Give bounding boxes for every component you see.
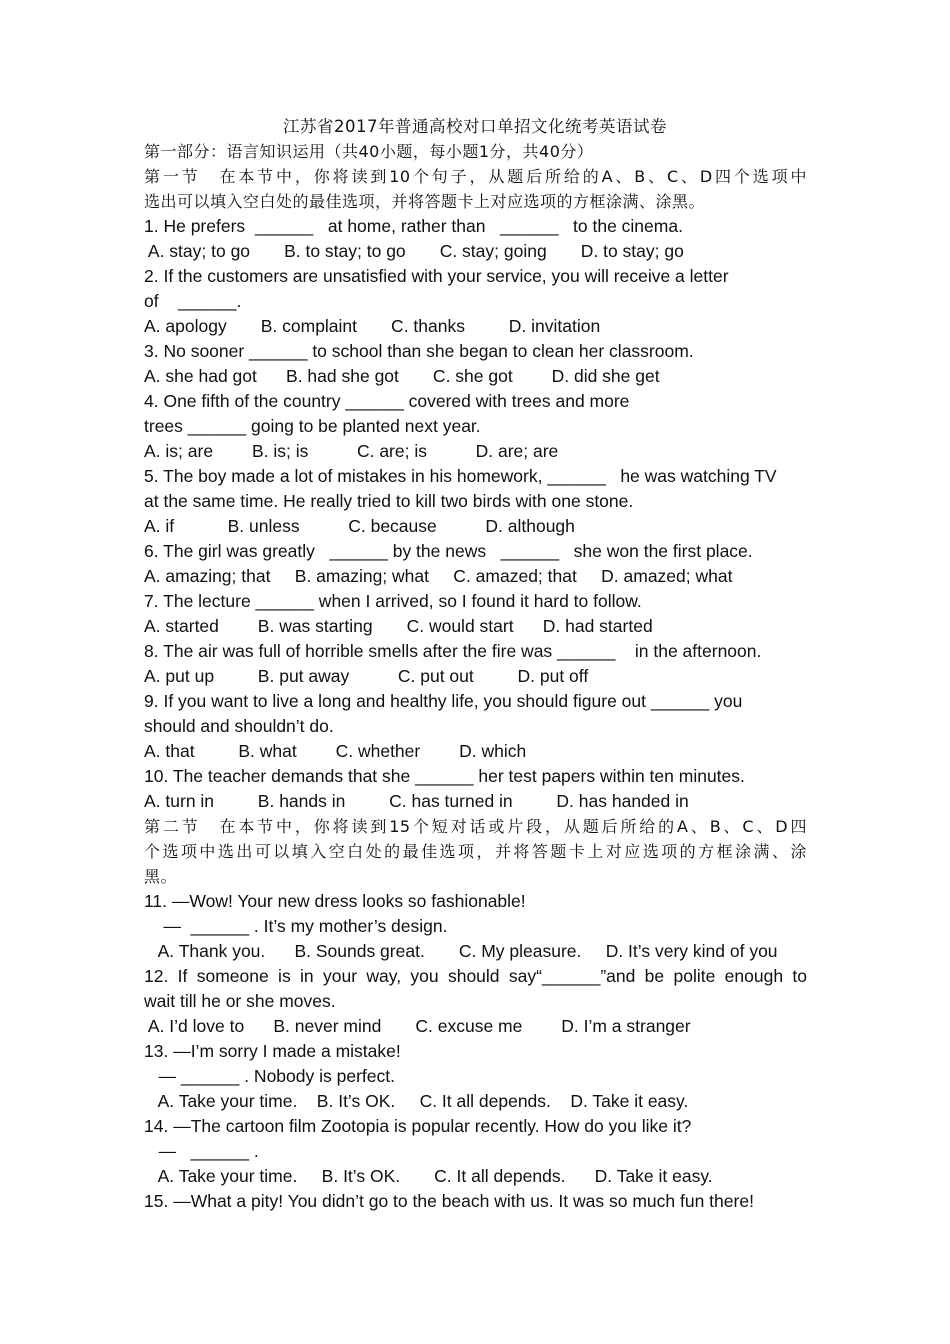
question-4-cont: trees ______ going to be planted next year.	[144, 416, 481, 436]
question-8-options: A. put up B. put away C. put out D. put off	[144, 666, 589, 686]
question-6-options: A. amazing; that B. amazing; what C. amazed; that D. amazed; what	[144, 566, 733, 586]
question-11-options: A. Thank you. B. Sounds great. C. My pleasure. D. It’s very kind of you	[144, 941, 778, 961]
question-13-reply: — ______ . Nobody is perfect.	[144, 1066, 395, 1086]
question-5: 5. The boy made a lot of mistakes in his homework, ______ he was watching TV	[144, 466, 777, 486]
question-14: 14. —The cartoon film Zootopia is popular recently. How do you like it?	[144, 1116, 692, 1136]
part1-header: 第一部分：语言知识运用（共40小题，每小题1分，共40分）	[144, 142, 594, 161]
question-1: 1. He prefers ______ at home, rather than ______ to the cinema.	[144, 216, 683, 236]
question-9: 9. If you want to live a long and healthy life, you should figure out ______ you	[144, 691, 743, 711]
question-2-cont: of ______.	[144, 291, 242, 311]
question-13: 13. —I’m sorry I made a mistake!	[144, 1041, 401, 1061]
section2-intro-line: 个选项中选出可以填入空白处的最佳选项，并将答题卡上对应选项的方框涂满、涂	[144, 842, 807, 861]
question-7-options: A. started B. was starting C. would start D. had started	[144, 616, 653, 636]
question-3: 3. No sooner ______ to school than she began to clean her classroom.	[144, 341, 694, 361]
question-6: 6. The girl was greatly ______ by the news ______ she won the first place.	[144, 541, 753, 561]
question-2: 2. If the customers are unsatisfied with your service, you will receive a letter	[144, 266, 729, 286]
section1-intro-line: 选出可以填入空白处的最佳选项，并将答题卡上对应选项的方框涂满、涂黑。	[144, 192, 706, 211]
question-9-cont: should and shouldn’t do.	[144, 716, 334, 736]
question-10: 10. The teacher demands that she ______ her test papers within ten minutes.	[144, 766, 745, 786]
question-1-options: A. stay; to go B. to stay; to go C. stay; going D. to stay; go	[144, 241, 684, 261]
question-7: 7. The lecture ______ when I arrived, so I found it hard to follow.	[144, 591, 642, 611]
question-12-options: A. I’d love to B. never mind C. excuse me D. I’m a stranger	[144, 1016, 691, 1036]
question-2-options: A. apology B. complaint C. thanks D. invitation	[144, 316, 601, 336]
question-12-cont: wait till he or she moves.	[144, 991, 336, 1011]
question-15: 15. —What a pity! You didn’t go to the beach with us. It was so much fun there!	[144, 1191, 754, 1211]
question-5-cont: at the same time. He really tried to kill two birds with one stone.	[144, 491, 634, 511]
section2-intro-line: 第二节 在本节中，你将读到15个短对话或片段，从题后所给的A、B、C、D四	[144, 817, 807, 836]
question-5-options: A. if B. unless C. because D. although	[144, 516, 575, 536]
question-13-options: A. Take your time. B. It’s OK. C. It all depends. D. Take it easy.	[144, 1091, 689, 1111]
question-4-options: A. is; are B. is; is C. are; is D. are; are	[144, 441, 559, 461]
question-10-options: A. turn in B. hands in C. has turned in D. has handed in	[144, 791, 689, 811]
question-8: 8. The air was full of horrible smells after the fire was ______ in the afternoon.	[144, 641, 762, 661]
question-11: 11. —Wow! Your new dress looks so fashionable!	[144, 891, 526, 911]
section2-intro-line: 黑。	[144, 867, 178, 886]
question-3-options: A. she had got B. had she got C. she got D. did she get	[144, 366, 660, 386]
page-title: 江苏省2017年普通高校对口单招文化统考英语试卷	[283, 117, 667, 136]
question-4: 4. One fifth of the country ______ covered with trees and more	[144, 391, 630, 411]
question-14-reply: — ______ .	[144, 1141, 259, 1161]
question-12: 12. If someone is in your way, you should say“______”and be polite enough to	[144, 966, 807, 986]
section1-intro-line: 第一节 在本节中，你将读到10个句子，从题后所给的A、B、C、D四个选项中	[144, 167, 807, 186]
question-11-reply: — ______ . It’s my mother’s design.	[144, 916, 448, 936]
question-9-options: A. that B. what C. whether D. which	[144, 741, 527, 761]
question-14-options: A. Take your time. B. It’s OK. C. It all depends. D. Take it easy.	[144, 1166, 713, 1186]
